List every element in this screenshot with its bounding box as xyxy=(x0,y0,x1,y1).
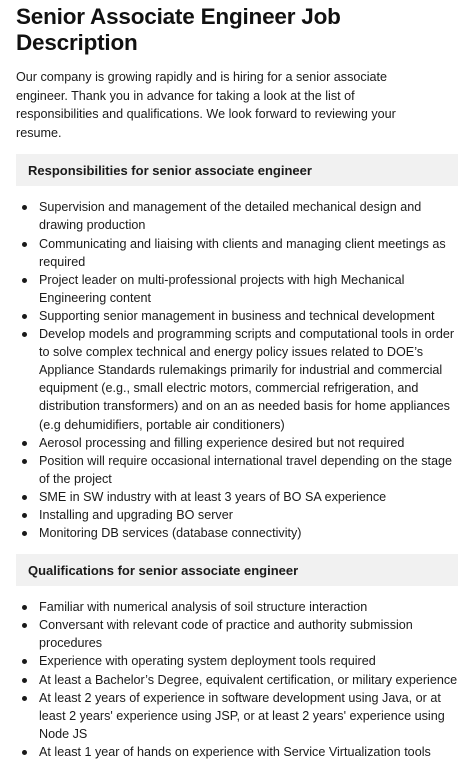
list-item xyxy=(16,524,458,542)
qualifications-list xyxy=(16,598,458,761)
list-item-text: Aerosol processing and filling experience desired but not required xyxy=(39,435,405,450)
list-item xyxy=(16,271,458,307)
list-item xyxy=(16,198,458,234)
list-item-text: Familiar with numerical analysis of soil structure interaction xyxy=(39,600,368,615)
responsibilities-list xyxy=(16,198,458,542)
bullet-icon xyxy=(22,750,27,755)
list-item xyxy=(16,743,458,761)
bullet-icon xyxy=(22,696,27,701)
bullet-icon xyxy=(22,623,27,628)
page-title: Senior Associate Engineer Job Description xyxy=(16,4,341,55)
list-item-text: Project leader on multi-professional projects with high Mechanical Engineering content xyxy=(39,272,405,305)
responsibilities-heading: Responsibilities for senior associate engineer xyxy=(16,154,458,186)
list-item xyxy=(16,616,458,652)
list-item xyxy=(16,506,458,524)
list-item xyxy=(16,652,458,670)
bullet-icon xyxy=(22,314,27,319)
bullet-icon xyxy=(22,513,27,518)
list-item xyxy=(16,434,458,452)
bullet-icon xyxy=(22,605,27,610)
list-item-text: SME in SW industry with at least 3 years of BO SA experience xyxy=(39,489,387,504)
list-item xyxy=(16,307,458,325)
intro-paragraph: Our company is growing rapidly and is hiring for a senior associate engineer. Thank you in advance for taking a look at the list of responsibilities and qualifications. We look forward to reviewing your resume. xyxy=(16,70,396,140)
list-item-text: Monitoring DB services (database connectivity) xyxy=(39,526,302,541)
bullet-icon xyxy=(22,495,27,500)
list-item-text: Supervision and management of the detailed mechanical design and drawing production xyxy=(39,200,422,233)
bullet-icon xyxy=(22,332,27,337)
list-item-text: Conversant with relevant code of practice and authority submission procedures xyxy=(39,618,413,651)
bullet-icon xyxy=(22,242,27,247)
list-item xyxy=(16,671,458,689)
list-item-text: Develop models and programming scripts and computational tools in order to solve complex technical and energy policy issues related to DOE’s Appliance Standards rulemakings primarily for industrial and commercial equipment (e.g., small electric motors, commercial refrigeration, and distribution transformers) and on an as needed basis for home appliances (e.g dehumidifiers, portable air conditioners) xyxy=(39,327,455,432)
list-item-text: Communicating and liaising with clients and managing client meetings as required xyxy=(39,236,446,269)
bullet-icon xyxy=(22,205,27,210)
bullet-icon xyxy=(22,459,27,464)
list-item xyxy=(16,598,458,616)
list-item xyxy=(16,235,458,271)
list-item-text: At least 1 year of hands on experience with Service Virtualization tools xyxy=(39,744,431,759)
list-item-text: Experience with operating system deployment tools required xyxy=(39,654,376,669)
list-item xyxy=(16,325,458,434)
bullet-icon xyxy=(22,678,27,683)
list-item-text: Position will require occasional international travel depending on the stage of the project xyxy=(39,453,453,486)
bullet-icon xyxy=(22,531,27,536)
list-item-text: Supporting senior management in business and technical development xyxy=(39,308,435,323)
bullet-icon xyxy=(22,441,27,446)
list-item-text: Installing and upgrading BO server xyxy=(39,507,233,522)
list-item-text: At least 2 years of experience in software development using Java, or at least 2 years' experience using JSP, or at least 2 years' experience using Node JS xyxy=(39,690,445,741)
bullet-icon xyxy=(22,659,27,664)
list-item xyxy=(16,689,458,743)
bullet-icon xyxy=(22,278,27,283)
list-item-text: At least a Bachelor’s Degree, equivalent certification, or military experience xyxy=(39,672,458,687)
qualifications-heading: Qualifications for senior associate engineer xyxy=(16,554,458,586)
list-item xyxy=(16,488,458,506)
list-item xyxy=(16,452,458,488)
